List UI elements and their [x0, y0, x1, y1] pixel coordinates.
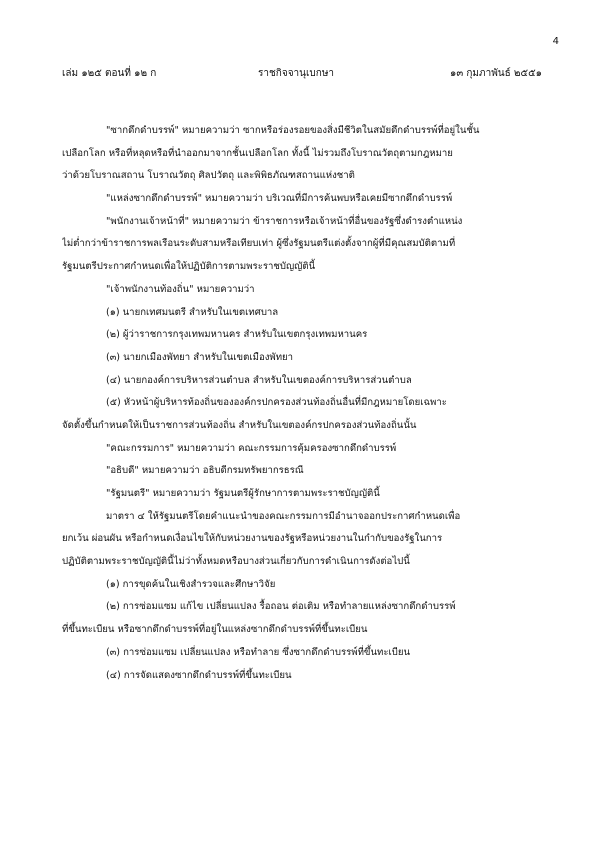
text-line: จัดตั้งขึ้นกำหนดให้เป็นราชการส่วนท้องถิ่น สำหรับในเขตองค์กรปกครองส่วนท้องถิ่นนั้น [62, 419, 417, 431]
header-date: ๑๓ กุมภาพันธ์ ๒๕๕๑ [449, 68, 542, 79]
text-line: (๑) การขุดค้นในเชิงสำรวจและศึกษาวิจัย [106, 578, 276, 590]
page-number: 4 [552, 36, 559, 47]
header-gazette-title: ราชกิจจานุเบกษา [258, 68, 335, 79]
text-line: ว่าด้วยโบราณสถาน โบราณวัตถุ ศิลปวัตถุ และพิพิธภัณฑสถานแห่งชาติ [62, 170, 355, 182]
text-line: (๓) การซ่อมแซม เปลี่ยนแปลง หรือทำลาย ซึ่งซากดึกดำบรรพ์ที่ขึ้นทะเบียน [106, 646, 411, 658]
text-line: (๔) นายกองค์การบริหารส่วนตำบล สำหรับในเขตองค์การบริหารส่วนตำบล [106, 374, 412, 386]
text-line: "เจ้าพนักงานท้องถิ่น" หมายความว่า [106, 283, 255, 295]
document-body [62, 120, 542, 687]
text-line: (๕) หัวหน้าผู้บริหารท้องถิ่นขององค์กรปกครองส่วนท้องถิ่นอื่นที่มีกฎหมายโดยเฉพาะ [106, 397, 447, 409]
text-line: ไม่ต่ำกว่าข้าราชการพลเรือนระดับสามหรือเทียบเท่า ผู้ซึ่งรัฐมนตรีแต่งตั้งจากผู้ที่มีคุณสมบัติตามที่ [62, 238, 456, 250]
text-line: (๒) ผู้ว่าราชการกรุงเทพมหานคร สำหรับในเขตกรุงเทพมหานคร [106, 329, 368, 341]
text-line: ยกเว้น ผ่อนผัน หรือกำหนดเงื่อนไขให้กับหน่วยงานของรัฐหรือหน่วยงานในกำกับของรัฐในการ [62, 533, 443, 545]
text-line: (๔) การจัดแสดงซากดึกดำบรรพ์ที่ขึ้นทะเบียน [106, 669, 292, 681]
text-line: "แหล่งซากดึกดำบรรพ์" หมายความว่า บริเวณที่มีการค้นพบหรือเคยมีซากดึกดำบรรพ์ [106, 193, 453, 205]
text-line: ที่ขึ้นทะเบียน หรือซากดึกดำบรรพ์ที่อยู่ในแหล่งซากดึกดำบรรพ์ที่ขึ้นทะเบียน [62, 624, 368, 636]
header-volume-issue: เล่ม ๑๒๕ ตอนที่ ๑๒ ก [62, 68, 157, 79]
text-line: "อธิบดี" หมายความว่า อธิบดีกรมทรัพยากรธรณี [106, 465, 304, 477]
text-line: "คณะกรรมการ" หมายความว่า คณะกรรมการคุ้มครองซากดึกดำบรรพ์ [106, 442, 397, 454]
text-line: รัฐมนตรีประกาศกำหนดเพื่อให้ปฏิบัติการตามพระราชบัญญัตินี้ [62, 261, 316, 273]
text-line: (๓) นายกเมืองพัทยา สำหรับในเขตเมืองพัทยา [106, 351, 294, 363]
text-line: ปฏิบัติตามพระราชบัญญัตินี้ไม่ว่าทั้งหมดหรือบางส่วนเกี่ยวกับการดำเนินการดังต่อไปนี้ [62, 556, 410, 568]
text-line: เปลือกโลก หรือที่หลุดหรือที่นำออกมาจากชั้นเปลือกโลก ทั้งนี้ ไม่รวมถึงโบราณวัตถุตามกฎหมาย [62, 147, 453, 159]
text-line: "พนักงานเจ้าหน้าที่" หมายความว่า ข้าราชการหรือเจ้าหน้าที่อื่นของรัฐซึ่งดำรงตำแหน่ง [106, 215, 463, 227]
gazette-header [62, 66, 542, 82]
text-line: "ซากดึกดำบรรพ์" หมายความว่า ซากหรือร่องรอยของสิ่งมีชีวิตในสมัยดึกดำบรรพ์ที่อยู่ในชั้น [106, 125, 480, 136]
text-line: มาตรา ๔ ให้รัฐมนตรีโดยคำแนะนำของคณะกรรมการมีอำนาจออกประกาศกำหนดเพื่อ [106, 510, 461, 522]
text-line: "รัฐมนตรี" หมายความว่า รัฐมนตรีผู้รักษาการตามพระราชบัญญัตินี้ [106, 488, 380, 499]
text-line: (๑) นายกเทศมนตรี สำหรับในเขตเทศบาล [106, 306, 279, 318]
text-line: (๒) การซ่อมแซม แก้ไข เปลี่ยนแปลง รื้อถอน ต่อเติม หรือทำลายแหล่งซากดึกดำบรรพ์ [106, 601, 456, 613]
